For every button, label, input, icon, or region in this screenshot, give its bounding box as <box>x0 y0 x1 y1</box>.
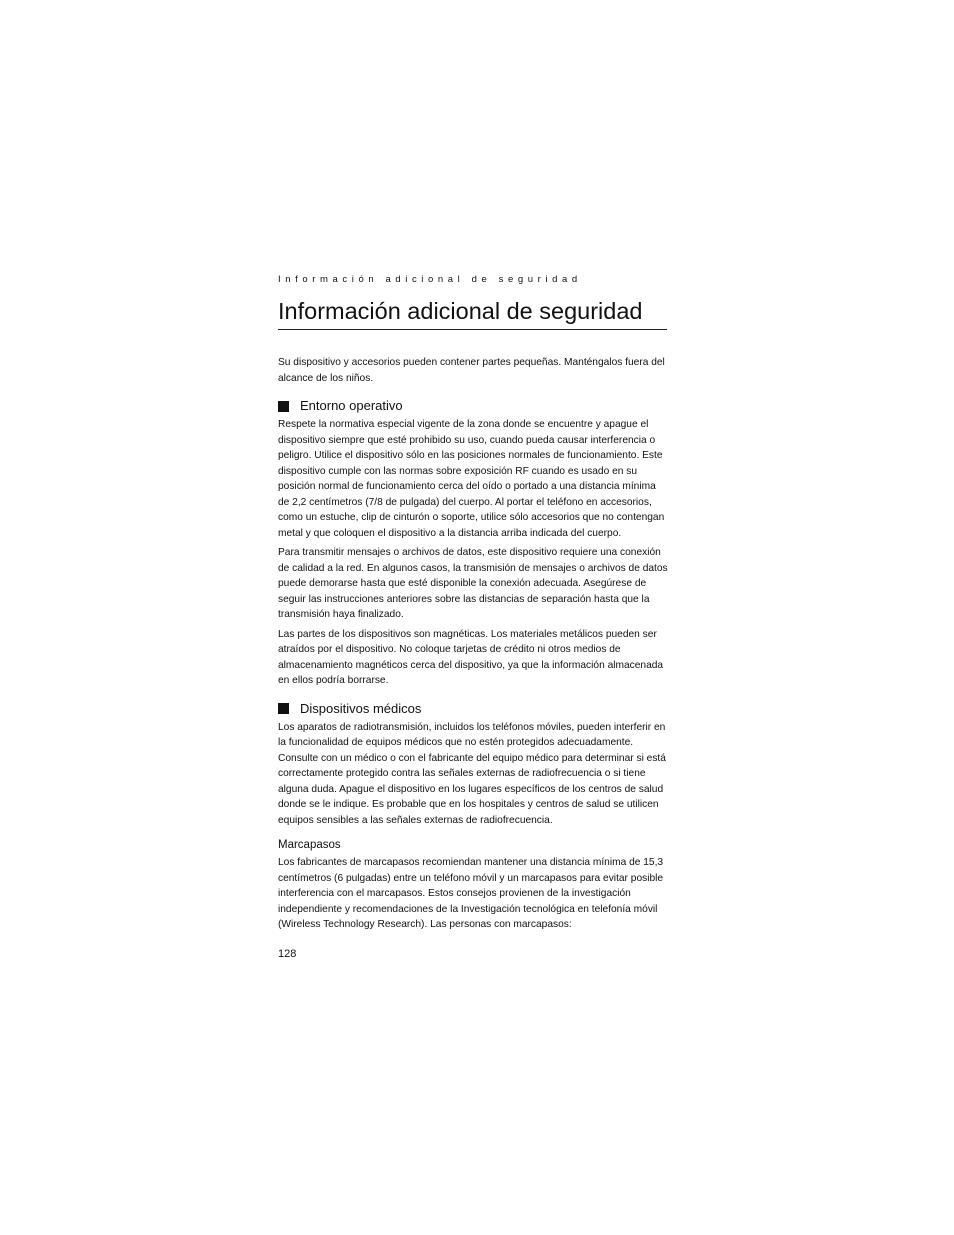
paragraph: Respete la normativa especial vigente de la zona donde se encuentre y apague el dispositivo siempre que esté prohibido su uso, cuando pueda causar interferencia o peligro. Utilice el dispositivo sólo en las posiciones normales de funcionamiento. Este dispositivo cumple con las normas sobre exposición RF cuando es usado en su posición normal de funcionamiento cerca del oído o portado a una distancia mínima de 2,2 centímetros (7/8 de pulgada) del cuerpo. Al portar el teléfono en accesorios, como un estuche, clip de cinturón o soporte, utilice sólo accesorios que no contengan metal y que coloquen el dispositivo a la distancia arriba indicada del cuerpo. <box>278 419 665 539</box>
body-content <box>278 355 668 937</box>
square-bullet-icon <box>278 703 289 714</box>
page-number: 128 <box>278 948 297 960</box>
square-bullet-icon <box>278 401 289 412</box>
page-title: Información adicional de seguridad <box>278 294 667 330</box>
intro-paragraph: Su dispositivo y accesorios pueden contener partes pequeñas. Manténgalos fuera del alcance de los niños. <box>278 357 665 384</box>
paragraph: Los fabricantes de marcapasos recomiendan mantener una distancia mínima de 15,3 centímetros (6 pulgadas) entre un teléfono móvil y un marcapasos para evitar posible interferencia con el marcapasos. Estos consejos provienen de la investigación independiente y recomendaciones de la Investigación tecnológica en telefonía móvil (Wireless Technology Research). Las personas con marcapasos: <box>278 857 664 930</box>
paragraph: Las partes de los dispositivos son magnéticas. Los materiales metálicos pueden ser atraídos por el dispositivo. No coloque tarjetas de crédito ni otros medios de almacenamiento magnéticos cerca del dispositivo, ya que la información almacenada en ellos podría borrarse. <box>278 628 664 686</box>
section-heading-label: Dispositivos médicos <box>300 700 422 716</box>
section-heading-label: Entorno operativo <box>300 398 403 413</box>
section-heading-entorno-operativo <box>278 397 668 415</box>
section-heading-dispositivos-medicos <box>278 700 668 718</box>
paragraph: Los aparatos de radiotransmisión, incluidos los teléfonos móviles, pueden interferir en la funcionalidad de equipos médicos que no estén protegidos adecuadamente. Consulte con un médico o con el fabricante del equipo médico para determinar si está correctamente protegido contra las señales externas de radiofrecuencia o si tiene alguna duda. Apague el dispositivo en los lugares específicos de los centros de salud donde se le indique. Es probable que en los hospitales y centros de salud se utilicen equipos sensibles a las señales externas de radiofrecuencia. <box>278 721 666 826</box>
paragraph: Para transmitir mensajes o archivos de datos, este dispositivo requiere una conexión de calidad a la red. En algunos casos, la transmisión de mensajes o archivos de datos puede demorarse hasta que esté disponible la conexión adecuada. Asegúrese de seguir las instrucciones anteriores sobre las distancias de separación hasta que la transmisión haya finalizado. <box>278 547 668 620</box>
subsection-heading-marcapasos: Marcapasos <box>278 839 341 851</box>
running-header: Información adicional de seguridad <box>278 274 582 285</box>
